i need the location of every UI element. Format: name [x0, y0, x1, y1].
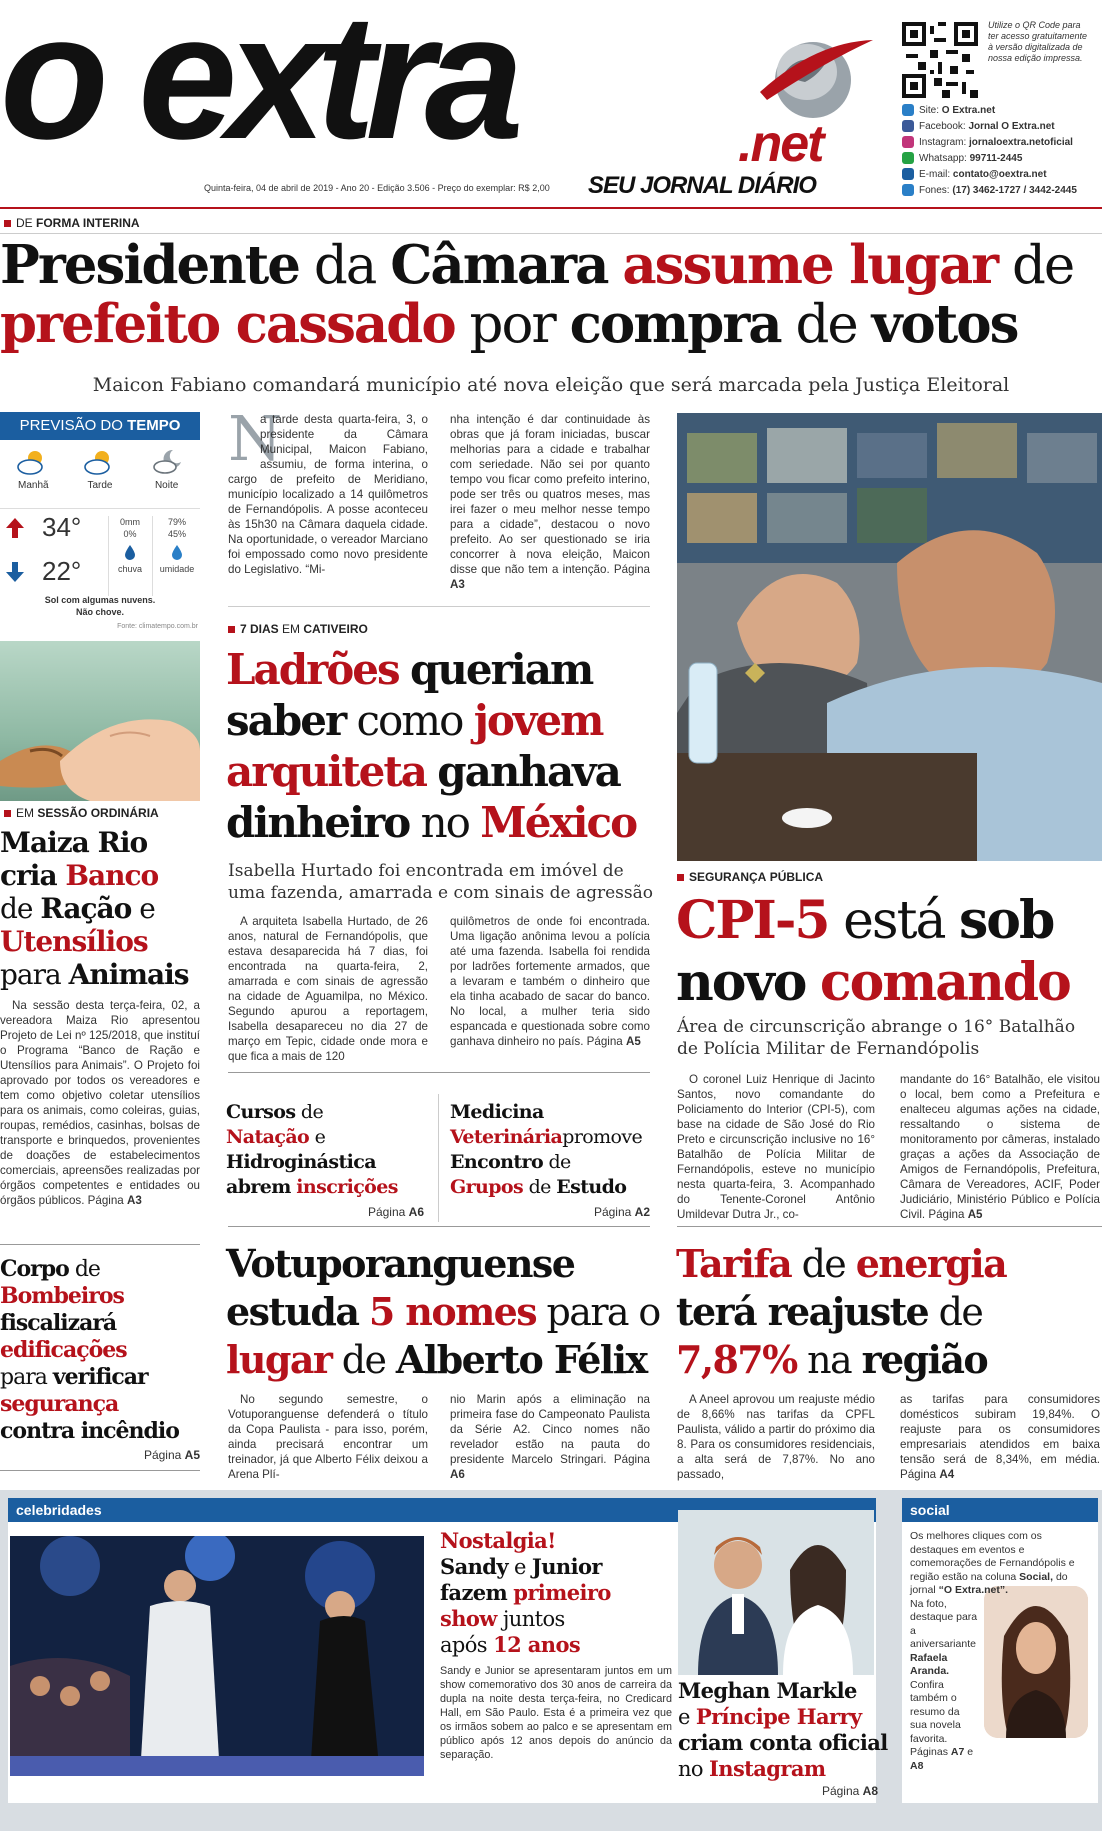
- humidity-min: 45%: [167, 529, 186, 539]
- weather-period: Noite: [147, 446, 187, 491]
- contact-value: 99711-2445: [969, 153, 1023, 164]
- lead-dropcap: N: [228, 402, 283, 475]
- weather-box: [0, 412, 200, 638]
- headline-word: compra: [569, 293, 781, 355]
- headline-line: para Animais: [0, 958, 189, 991]
- contact-row[interactable]: [902, 103, 1102, 119]
- social-panel: [902, 1498, 1098, 1803]
- contact-label: Site:: [919, 105, 942, 116]
- globe-icon: [902, 104, 914, 116]
- dateline: Quinta-feira, 04 de abril de 2019 - Ano 20 - Edição 3.506 - Preço do exemplar: R$ 2,00: [204, 183, 550, 193]
- lead-headline-line-2: [0, 295, 1102, 354]
- medicina-headline[interactable]: Medicina Veterináriapromove Encontro de Grupos de Estudo: [450, 1101, 643, 1198]
- celeb-page-ref[interactable]: Página A8: [821, 1784, 878, 1798]
- weather-period: Tarde: [80, 446, 120, 491]
- contact-value: (17) 3462-1727 / 3442-2445: [952, 185, 1077, 196]
- headline-word: de: [795, 294, 857, 355]
- contact-label: Fones:: [919, 185, 953, 196]
- rain-label: chuva: [117, 564, 143, 574]
- headline-word: Câmara: [390, 234, 608, 296]
- moon-cloud-icon: [147, 446, 187, 476]
- contact-label: Instagram:: [919, 137, 970, 148]
- weather-note: Não chove.: [75, 607, 124, 617]
- facebook-icon: [902, 120, 914, 132]
- partly-cloudy-icon: [80, 446, 120, 476]
- maiza-section-tag: EM SESSÃO ORDINÁRIA: [4, 806, 159, 820]
- royal-photo: [678, 1510, 874, 1675]
- medicina-page-ref[interactable]: Página A2: [593, 1205, 650, 1219]
- ladroes-subheadline: Isabella Hurtado foi encontrada em imóvel de uma fazenda, amarrada e com sinais de agressão: [228, 861, 653, 903]
- bombeiros-page-ref[interactable]: Página A5: [143, 1448, 200, 1462]
- social-body: Os melhores cliques com os destaques em eventos e comemorações de Fernandópolis e região estão na coluna Social, do jornal “O Extra.net”. Na foto, destaque para a aniversariante Rafaela Aranda. Confira também o resumo da sua novela favorita. Páginas A7 e A8: [910, 1530, 1075, 1772]
- lead-headline[interactable]: [0, 236, 1102, 354]
- headline-line: Maiza Rio: [0, 826, 148, 859]
- contact-label: Whatsapp:: [919, 153, 970, 164]
- ladroes-body-col1: A arquiteta Isabella Hurtado, de 26 anos, natural de Fernandópolis, que estava desaparecida há 7 dias, foi encontrada na quarta-feira, 2, amarrada e com sinais de agressão na cidade de Aguamilpa, no México. Segundo apurou a reportagem, Isabella desapareceu no dia 27 de março em Tepic, cidade onde mora e que fica a mais de 120: [228, 915, 428, 1063]
- lead-body-col1: a tarde desta quarta-feira, 3, o presidente da Câmara Municipal, Maicon Fabiano, assumiu, de forma interina, o cargo de prefeito de Meridiano, município localizado a 14 quilômetros de Fernandópolis. A posse aconteceu às 15h30 na Câmara daquela cidade. Na oportunidade, o vereador Marciano foi empossado como novo presidente do Legislativo. “Mi-: [228, 413, 428, 576]
- meghan-headline[interactable]: Meghan Markle e Príncipe Harry criam conta oficial no Instagram: [678, 1678, 888, 1781]
- logo-main: o extra: [0, 0, 514, 176]
- whatsapp-icon: [902, 152, 914, 164]
- weather-period: Manhã: [13, 446, 53, 491]
- contact-value: jornaloextra.netoficial: [969, 137, 1073, 148]
- rain-mm: 0mm: [120, 517, 140, 527]
- contact-value: contato@oextra.net: [952, 169, 1047, 180]
- lead-headline-line-1: [0, 236, 1102, 295]
- maiza-headline[interactable]: [0, 826, 205, 991]
- contact-row[interactable]: [902, 135, 1102, 151]
- ladroes-body-col2: quilômetros de onde foi encontrada. Uma ligação anônima levou a polícia até uma fazenda. Isabella foi rendida por ladrões fortemente armados, que a levaram e também o dinheiro que ela tinha acabado de sacar do banco. No local, a mulher teria sido espancada e questionada sobre como ganhava dinheiro no país. Página A5: [450, 915, 650, 1048]
- police-photo: [677, 413, 1102, 861]
- weather-source[interactable]: Fonte: climatempo.com.br: [117, 623, 198, 630]
- headline-word: de: [1011, 235, 1074, 296]
- humidity-max: 79%: [167, 517, 186, 527]
- hands-photo: [0, 641, 200, 801]
- votu-body-col1: No segundo semestre, o Votuporanguense defenderá o título da Copa Paulista - para isso, porém, ainda precisará encontrar um treinador, já que Alberto Félix deixou a Arena Plí-: [228, 1393, 428, 1481]
- headline-line: Utensílios: [0, 925, 148, 958]
- contact-label: Facebook:: [919, 121, 969, 132]
- weather-title: PREVISÃO DO TEMPO: [0, 412, 200, 440]
- natacao-page-ref[interactable]: Página A6: [367, 1205, 424, 1219]
- contact-row[interactable]: [902, 183, 1102, 199]
- headline-line: de Ração e: [0, 892, 155, 925]
- weather-note: Sol com algumas nuvens.: [44, 595, 156, 605]
- tarifa-headline[interactable]: Tarifa de energia terá reajuste de 7,87% na região: [676, 1241, 1007, 1382]
- tarifa-body-col2: as tarifas para consumidores domésticos subiram 19,84%. O reajuste para os consumidores empresariais atendidos em baixa tensão será de 8,34%, em média. Página A4: [900, 1393, 1100, 1481]
- arrow-up-icon: [4, 516, 26, 540]
- qr-code[interactable]: [902, 22, 978, 98]
- cpi-body-col1: O coronel Luiz Henrique di Jacinto Santos, novo comandante do Policiamento do Interior (CPI-5), com base na cidade de São José do Rio Preto e circunscrição inclusive no 16° Batalhão de Polícia Militar de Fernandópolis, esteve no município nesta quarta-feira, 3. Acompanhado do Tenente-Coronel Antônio Umildevar Dutra Jr., co-: [677, 1073, 875, 1221]
- ladroes-section-tag: 7 DIAS EM CATIVEIRO: [228, 622, 368, 636]
- email-icon: [902, 168, 914, 180]
- tagline: SEU JORNAL DIÁRIO: [588, 172, 816, 199]
- lead-body-col2: nha intenção é dar continuidade às obras que já foram iniciadas, buscar melhorias para a cidade e trabalhar com seriedade. Não sei por quanto tempo vou ficar como prefeito interino, pode ser três ou quatros meses, mas irei fazer o meu melhor nesse tempo para a cidade”, destacou o novo prefeito. Ao ser questionado se iria concorrer à nova eleição, Maicon disse que não tem a intenção. Página A3: [450, 413, 650, 591]
- headline-word: prefeito cassado: [0, 293, 455, 355]
- headline-word: assume lugar: [622, 234, 998, 296]
- celebridades-tab[interactable]: celebridades: [8, 1498, 876, 1522]
- maiza-body: Na sessão desta terça-feira, 02, a vereadora Maiza Rio apresentou Projeto de Lei nº 125/2018, que instituí o Programa “Banco de Ração e Utensílios para Animais”. O Projeto foi aprovado por todos os vereadores e tem como objetivo coletar utensílios para os animais, como coleiras, guias, roupas, remédios, casinhas, bolsas de transporte e brinquedos, provenientes de doações de estabelecimentos comerciais, apreensões realizadas por órgãos competentes e entidades ou órgãos públicos. Página A3: [0, 999, 200, 1207]
- lead-section-tag: DE FORMA INTERINA: [4, 216, 140, 230]
- celeb-body: Sandy e Junior se apresentaram juntos em um show comemorativo dos 30 anos de carreira da dupla na noite desta terça-feira, no Credicard Hall, em São Paulo. Esta é a primeira vez que os irmãos sobem ao palco e se apresentam em público após 12 anos depois do anúncio da separação.: [440, 1665, 672, 1761]
- ladroes-headline[interactable]: Ladrões queriam saber como jovem arquiteta ganhava dinheiro no México: [226, 645, 637, 847]
- qr-caption: Utilize o QR Code para ter acesso gratuitamente à versão digitalizada de nossa edição impressa.: [988, 20, 1088, 63]
- humidity-label: umidade: [159, 564, 195, 574]
- raindrop-icon: [124, 544, 136, 560]
- masthead: [0, 0, 1102, 210]
- headline-word: votos: [871, 293, 1018, 355]
- contact-list: [902, 103, 1102, 199]
- contact-row[interactable]: [902, 151, 1102, 167]
- bombeiros-headline[interactable]: Corpo de Bombeiros fiscalizará edificações para verificar segurança contra incêndio: [0, 1256, 179, 1444]
- arrow-down-icon: [4, 560, 26, 584]
- partly-cloudy-icon: [13, 446, 53, 476]
- natacao-headline[interactable]: Cursos de Natação e Hidroginástica abrem inscrições: [226, 1101, 398, 1198]
- temp-min: 22°: [42, 556, 82, 586]
- contact-row[interactable]: [902, 119, 1102, 135]
- contact-label: E-mail:: [919, 169, 953, 180]
- instagram-icon: [902, 136, 914, 148]
- headline-word: da: [313, 235, 376, 296]
- votu-headline[interactable]: Votuporanguense estuda 5 nomes para o lugar de Alberto Félix: [226, 1241, 660, 1382]
- celeb-headline[interactable]: Nostalgia! Sandy e Junior fazem primeiro show juntos após 12 anos: [440, 1528, 611, 1657]
- logo-net: .net: [738, 115, 823, 173]
- cpi-body-col2: mandante do 16° Batalhão, ele visitou o local, bem como a Prefeitura e enalteceu algumas ações na cidade, ressaltando o sistema de monitoramento por câmeras, instalado graças a ações da Associação de Amigos de Fernandópolis, Prefeitura, Câmara de Vereadores, ACIF, Poder Judiciário, Ministério Público e Polícia Civil. Página A5: [900, 1073, 1100, 1221]
- headline-word: Presidente: [0, 234, 299, 296]
- phone-icon: [902, 184, 914, 196]
- concert-photo: [10, 1536, 424, 1776]
- votu-body-col2: nio Marin após a eliminação na primeira fase do Campeonato Paulista da Série A2. Cinco nomes não revelador estão na pauta do presidente Marcelo Stringari. Página A6: [450, 1393, 650, 1481]
- cpi-section-tag: SEGURANÇA PÚBLICA: [677, 870, 823, 884]
- humidity-icon: [171, 544, 183, 560]
- headline-line: cria Banco: [0, 859, 159, 892]
- contact-row[interactable]: [902, 167, 1102, 183]
- tarifa-body-col1: A Aneel aprovou um reajuste médio de 8,66% nas tarifas da CPFL Paulista, válido a partir do próximo dia 8. Para os consumidores residenciais, a alta será de 7,87%. No ano passado,: [677, 1393, 875, 1481]
- lead-subheadline: Maicon Fabiano comandará município até nova eleição que será marcada pela Justiça Eleitoral: [92, 374, 1010, 396]
- logo[interactable]: [0, 0, 880, 200]
- contact-value: O Extra.net: [941, 105, 996, 116]
- rain-pct: 0%: [123, 529, 137, 539]
- contact-value: Jornal O Extra.net: [968, 121, 1055, 132]
- temp-max: 34°: [42, 512, 82, 542]
- cpi-headline[interactable]: CPI-5 está sob novo comando: [676, 890, 1070, 1013]
- social-body-narrow: Na foto, destaque para a aniversariante Rafaela Aranda. Confira também o resumo da sua novela favorita. Páginas A7 e A8: [910, 1597, 978, 1772]
- cpi-subheadline: Área de circunscrição abrange o 16° Batalhão de Polícia Militar de Fernandópolis: [677, 1017, 1076, 1059]
- social-tab[interactable]: social: [902, 1498, 1098, 1522]
- headline-word: por: [469, 294, 555, 355]
